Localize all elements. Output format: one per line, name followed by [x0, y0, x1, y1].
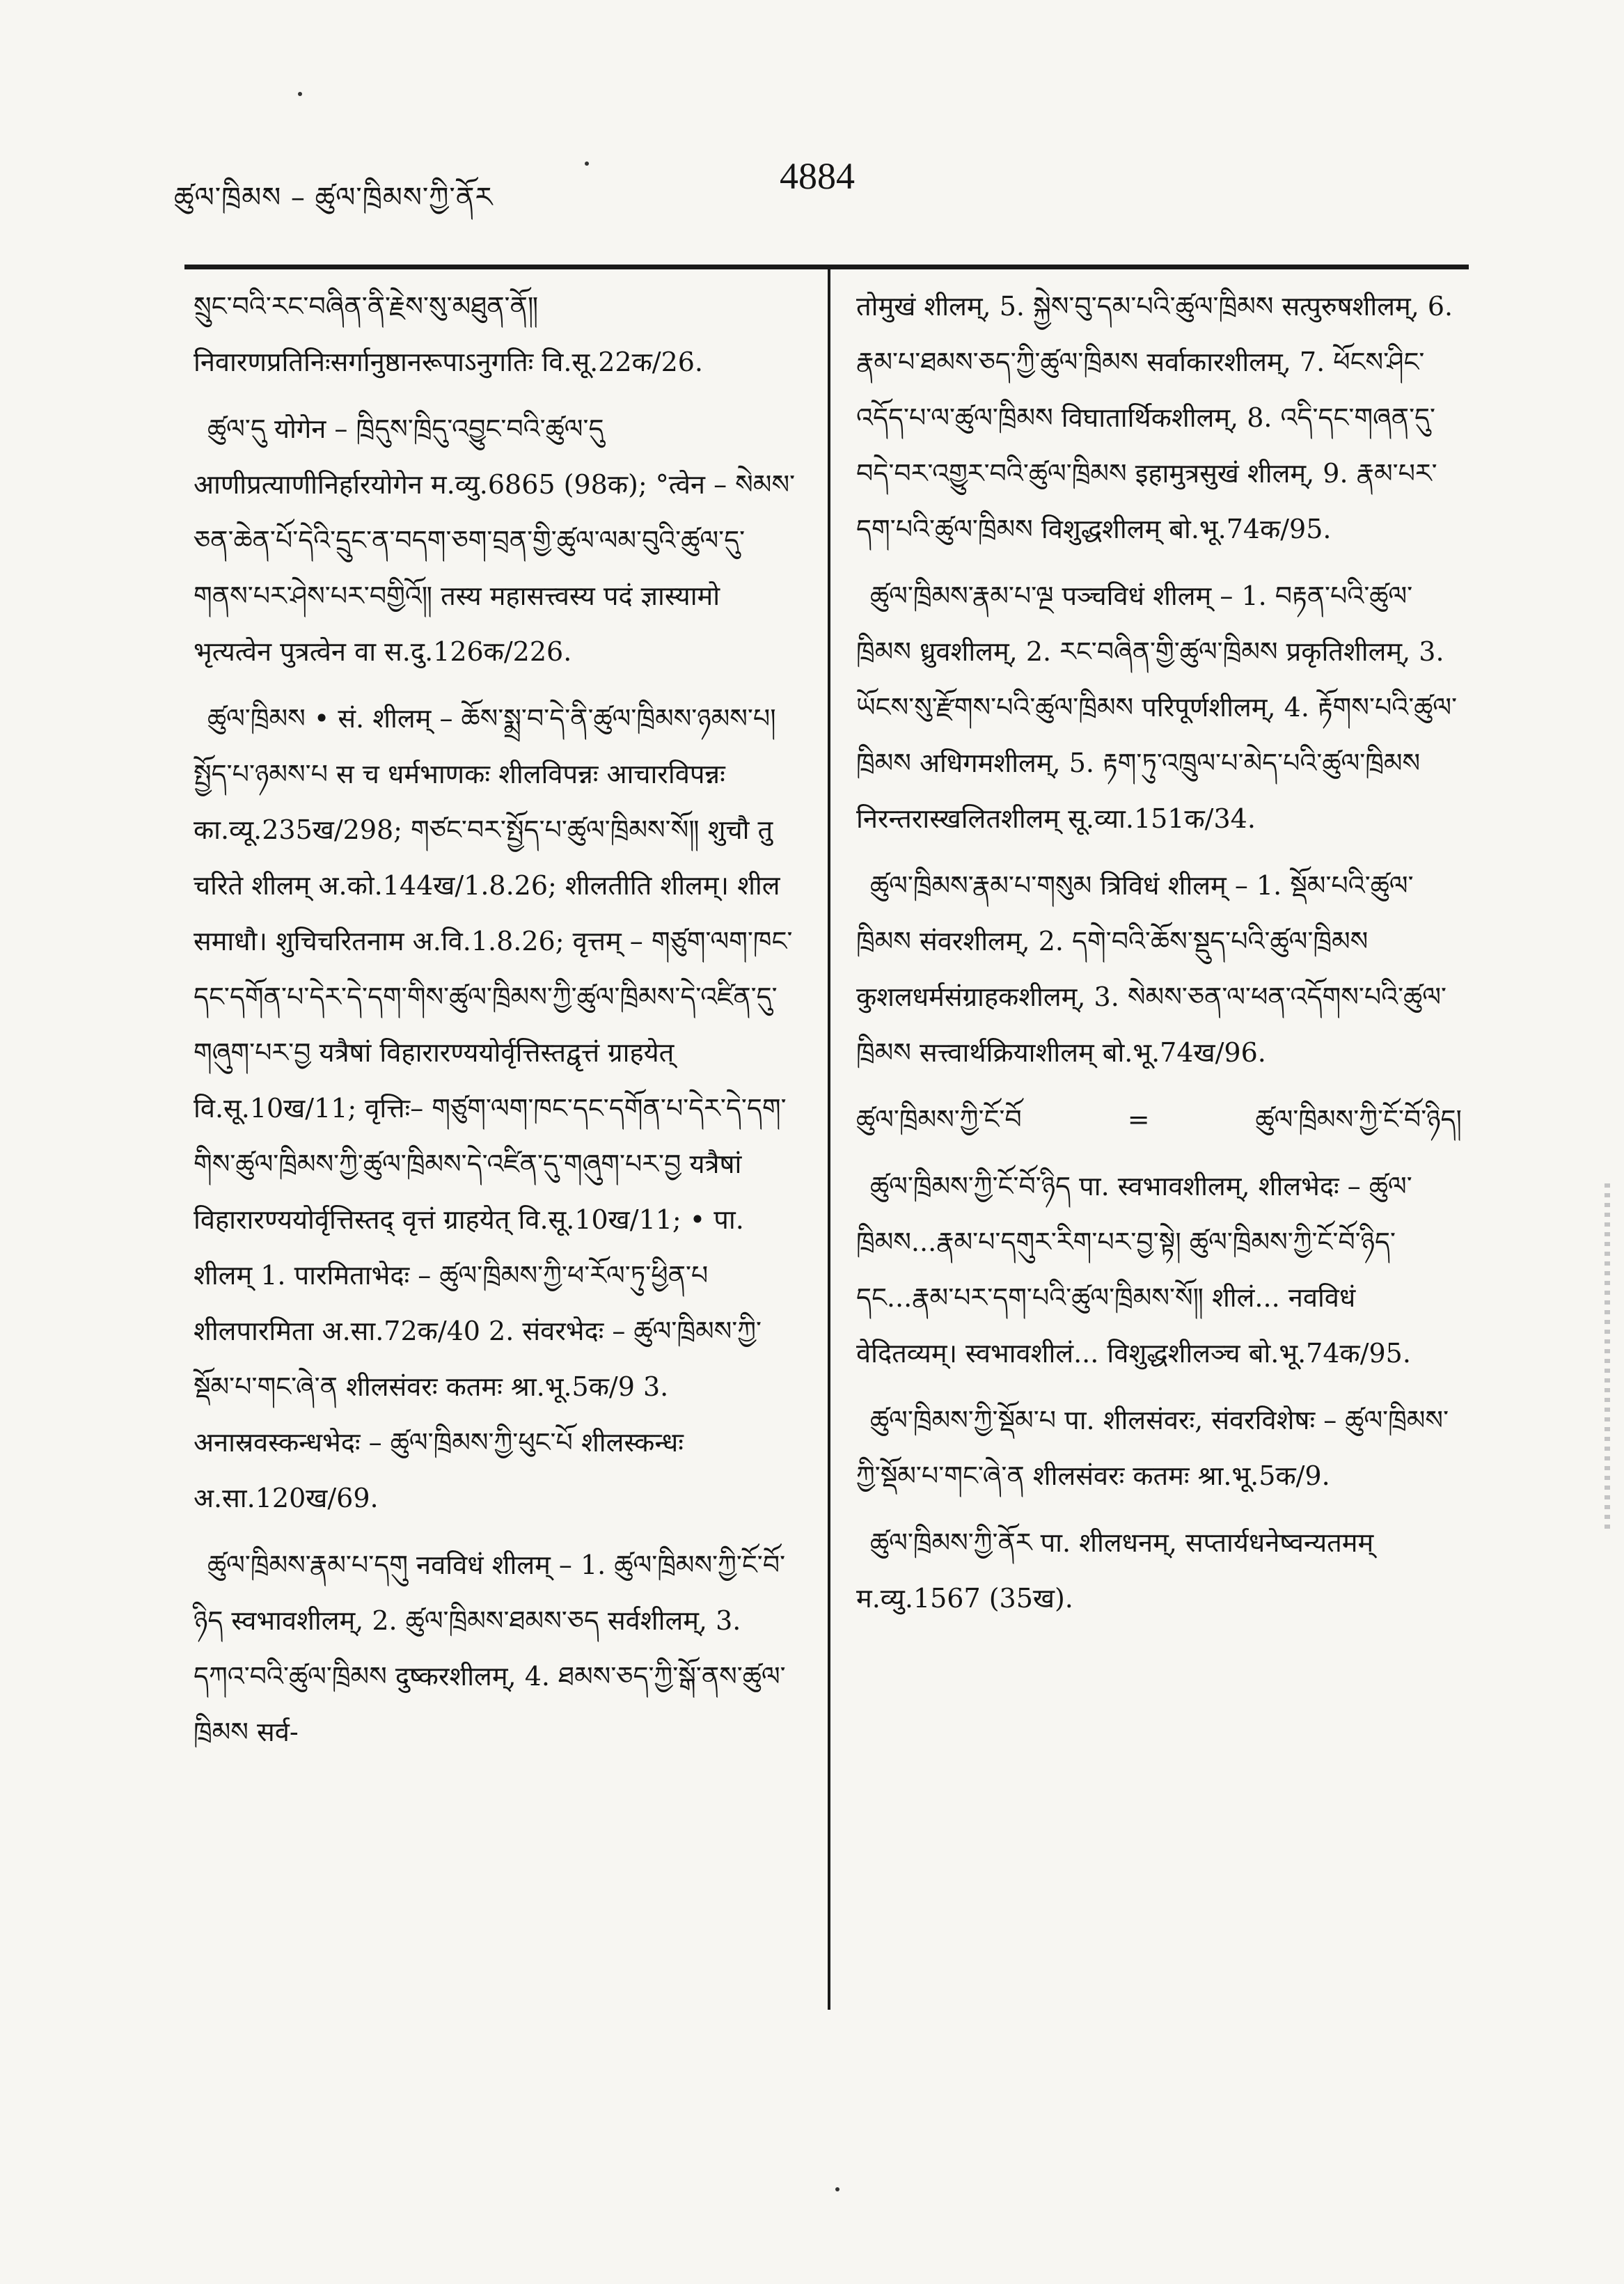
speck-mark [585, 162, 589, 166]
equals-sign: = [1127, 1104, 1150, 1135]
entry: ཚུལ་ཁྲིམས་རྣམ་པ་དགུ नवविधं शीलम् – 1. ཚུལ་ཁྲིམས་ཀྱི་ངོ་བོ་ཉིད स्वभावशीलम्, 2. ཚུལ་ཁྲིམས་ཐམས་ཅད सर्वशीलम्, 3. དཀའ་བའི་ཚུལ་ཁྲིམས दुष्करशीलम्, 4. ཐམས་ཅད་ཀྱི་སྒོ་ནས་ཚུལ་ཁྲིམས सर्व- [194, 1550, 786, 1747]
scan-edge-noise [1605, 1183, 1610, 1531]
speck-mark [298, 92, 302, 96]
running-head: ཚུལ་ཁྲིམས – ཚུལ་ཁྲིམས་ཀྱི་ནོར [174, 182, 494, 214]
equivalence-left: ཚུལ་ཁྲིམས་ཀྱི་ངོ་བོ [856, 1104, 1022, 1135]
column-divider [828, 269, 830, 2010]
entry-continuation: སྲུང་བའི་རང་བཞིན་ནི་རྗེས་སུ་མཐུན་ནོ༎ निवारणप्रतिनिःसर्गानुष्ठानरूपाऽनुगतिः वि.सू.22क/26. [194, 291, 704, 377]
entry-main-headword: ཚུལ་ཁྲིམས • सं. शीलम् – ཆོས་སྨྲ་བ་དེ་ནི་ཚུལ་ཁྲིམས་ཉམས་པ། སྤྱོད་པ་ཉམས་པ स च धर्मभाणकः शीलविपन्नः आचारविपन्नः का.व्यू.235ख/298; གཙང་བར་སྤྱོད་པ་ཚུལ་ཁྲིམས་སོ༎ शुचौ तु चरिते शीलम् अ.को.144ख/1.8.26; शीलतीति शीलम्। शील समाधौ। शुचिचरितनाम अ.वि.1.8.26; वृत्तम् – གཙུག་ལག་ཁང་དང་དགོན་པ་དེར་དེ་དག་གིས་ཚུལ་ཁྲིམས་ཀྱི་ཚུལ་ཁྲིམས་དེ་འཛིན་དུ་གཞུག་པར་བྱ यत्रैषां विहारारण्ययोर्वृत्तिस्तद्वृत्तं ग्राहयेत् वि.सू.10ख/11; वृत्तिः– གཙུག་ལག་ཁང་དང་དགོན་པ་དེར་དེ་དག་གིས་ཚུལ་ཁྲིམས་ཀྱི་ཚུལ་ཁྲིམས་དེ་འཛིན་དུ་གཞུག་པར་བྱ यत्रैषां विहारारण्ययोर्वृत्तिस्तद् वृत्तं ग्राहयेत् वि.सू.10ख/11; • पा. शीलम् 1. पारमिताभेदः – ཚུལ་ཁྲིམས་ཀྱི་ཕ་རོལ་ཏུ་ཕྱིན་པ शीलपारमिता अ.सा.72क/40 2. संवरभेदः – ཚུལ་ཁྲིམས་ཀྱི་སྡོམ་པ་གང་ཞེ་ན शीलसंवरः कतमः श्रा.भू.5क/9 3. अनास्रवस्कन्धभेदः – ཚུལ་ཁྲིམས་ཀྱི་ཕུང་པོ शीलस्कन्धः अ.सा.120ख/69. [194, 703, 793, 1513]
right-column [856, 278, 1462, 1637]
equivalence-entry [856, 1092, 1462, 1147]
left-column [194, 278, 799, 1771]
entry-continuation: तोमुखं शीलम्, 5. སྐྱེས་བུ་དམ་པའི་ཚུལ་ཁྲིམས सत्पुरुषशीलम्, 6. རྣམ་པ་ཐམས་ཅད་ཀྱི་ཚུལ་ཁྲིམས सर्वाकारशीलम्, 7. ཕོངས་ཤིང་འདོད་པ་ལ་ཚུལ་ཁྲིམས विघातार्थिकशीलम्, 8. འདི་དང་གཞན་དུ་བདེ་བར་འགྱུར་བའི་ཚུལ་ཁྲིམས इहामुत्रसुखं शीलम्, 9. རྣམ་པར་དག་པའི་ཚུལ་ཁྲིམས विशुद्धशीलम् बो.भू.74क/95. [856, 291, 1453, 544]
entry: ཚུལ་ཁྲིམས་རྣམ་པ་ལྔ पञ्चविधं शीलम् – 1. བརྟན་པའི་ཚུལ་ཁྲིམས ध्रुवशीलम्, 2. རང་བཞིན་གྱི་ཚུལ་ཁྲིམས प्रकृतिशीलम्, 3. ཡོངས་སུ་རྫོགས་པའི་ཚུལ་ཁྲིམས परिपूर्णशीलम्, 4. རྟོགས་པའི་ཚུལ་ཁྲིམས अधिगमशीलम्, 5. རྟག་ཏུ་འཁྲུལ་པ་མེད་པའི་ཚུལ་ཁྲིམས निरन्तरास्खलितशीलम् सू.व्या.151क/34. [856, 581, 1458, 834]
entry: ཚུལ་ཁྲིམས་ཀྱི་ངོ་བོ་ཉིད पा. स्वभावशीलम्, शीलभेदः – ཚུལ་ཁྲིམས...རྣམ་པ་དགུར་རིག་པར་བྱ་སྟེ། ཚུལ་ཁྲིམས་ཀྱི་ངོ་བོ་ཉིད་དང...རྣམ་པར་དག་པའི་ཚུལ་ཁྲིམས་སོ༎ शीलं... नवविधं वेदितव्यम्। स्वभावशीलं... विशुद्धशीलञ्च बो.भू.74क/95. [856, 1171, 1412, 1369]
entry: ཚུལ་ཁྲིམས་རྣམ་པ་གསུམ त्रिविधं शीलम् – 1. སྡོམ་པའི་ཚུལ་ཁྲིམས संवरशीलम्, 2. དགེ་བའི་ཆོས་སྡུད་པའི་ཚུལ་ཁྲིམས कुशलधर्मसंग्राहकशीलम्, 3. སེམས་ཅན་ལ་ཕན་འདོགས་པའི་ཚུལ་ཁྲིམས सत्त्वार्थक्रियाशीलम् बो.भू.74ख/96. [856, 870, 1446, 1068]
entry: ཚུལ་དུ योगेन – ཁྲིདུས་ཁྲིདུ་འབྱུང་བའི་ཚུལ་དུ आणीप्रत्याणीनिर्हारयोगेन म.व्यु.6865 (98क); °त्वेन – སེམས་ཅན་ཆེན་པོ་དེའི་དྲུང་ན་བདག་ཅག་བྲན་གྱི་ཚུལ་ལམ་བུའི་ཚུལ་དུ་གནས་པར་ཤེས་པར་བགྱིའོ༎ तस्य महासत्त्वस्य पदं ज्ञास्यामो भृत्यत्वेन पुत्रत्वेन वा स.दु.126क/226. [194, 414, 796, 667]
entry: ཚུལ་ཁྲིམས་ཀྱི་ནོར पा. शीलधनम्, सप्तार्यधनेष्वन्यतमम् म.व्यु.1567 (35ख). [856, 1527, 1374, 1614]
header-rule [184, 265, 1469, 269]
page-number: 4884 [780, 155, 855, 197]
speck-mark [835, 2187, 839, 2191]
equivalence-right: ཚུལ་ཁྲིམས་ཀྱི་ངོ་བོ་ཉིད། [1255, 1104, 1462, 1135]
entry: ཚུལ་ཁྲིམས་ཀྱི་སྡོམ་པ पा. शीलसंवरः, संवरविशेषः – ཚུལ་ཁྲིམས་ཀྱི་སྡོམ་པ་གང་ཞེ་ན शीलसंवरः कतमः श्रा.भू.5क/9. [856, 1405, 1449, 1491]
